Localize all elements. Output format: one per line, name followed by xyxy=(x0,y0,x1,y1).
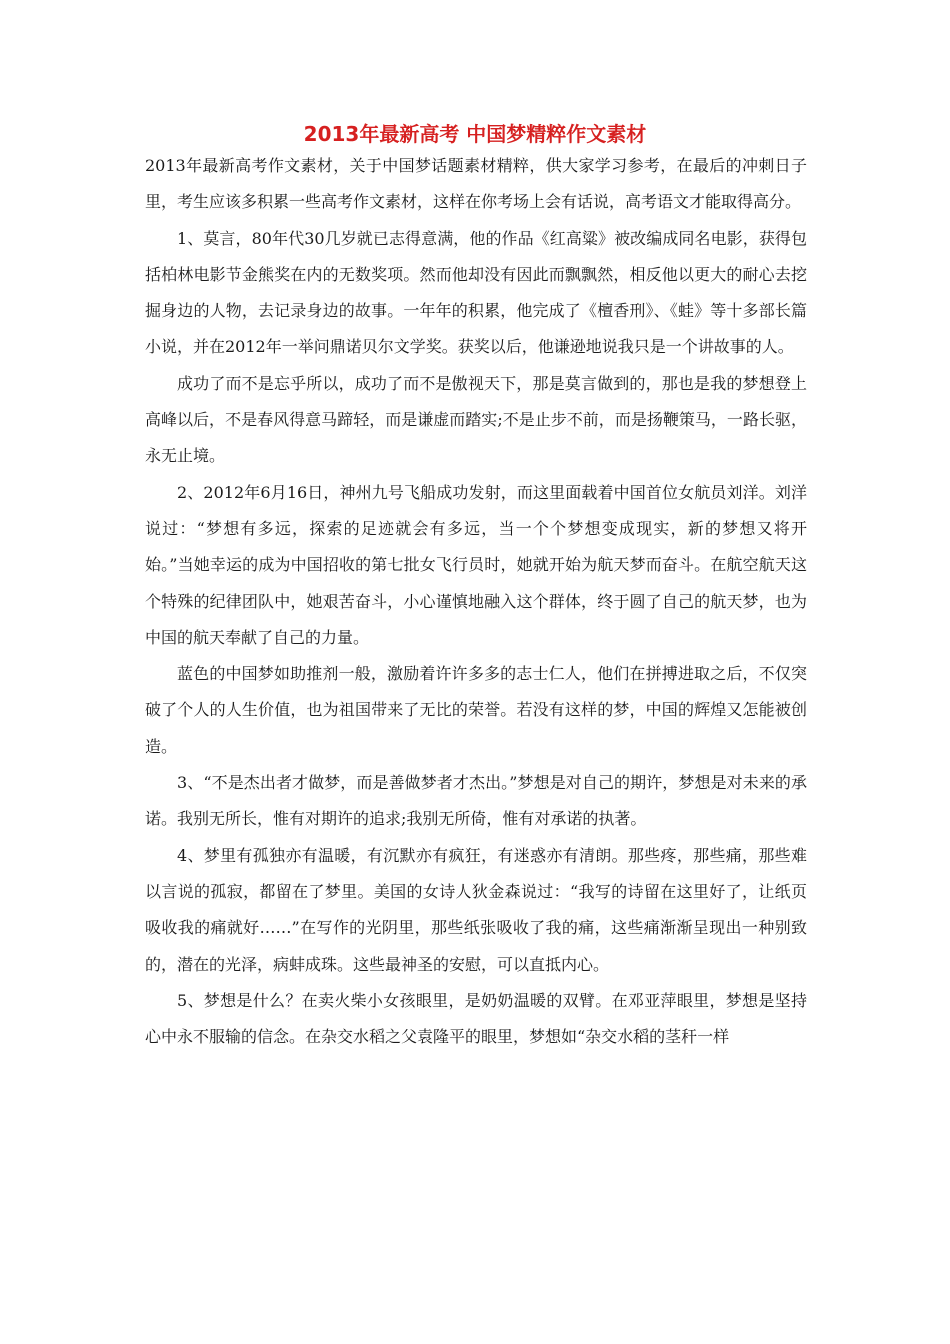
paragraph-5: 3、“不是杰出者才做梦，而是善做梦者才杰出。”梦想是对自己的期许，梦想是对未来的承诺。我别无所长，惟有对期许的追求;我别无所倚，惟有对承诺的执著。 xyxy=(145,773,807,829)
intro-paragraph: 2013年最新高考作文素材，关于中国梦话题素材精粹，供大家学习参考，在最后的冲刺日子里，考生应该多积累一些高考作文素材，这样在你考场上会有话说，高考语文才能取得高分。 xyxy=(145,156,807,212)
paragraph-1: 1、莫言，80年代30几岁就已志得意满，他的作品《红高粱》被改编成同名电影，获得包括柏林电影节金熊奖在内的无数奖项。然而他却没有因此而飘飘然，相反他以更大的耐心去挖掘身边的人物，去记录身边的故事。一年年的积累，他完成了《檀香刑》、《蛙》等十多部长篇小说，并在2012年一举问鼎诺贝尔文学奖。获奖以后，他谦逊地说我只是一个讲故事的人。 xyxy=(145,228,807,357)
paragraph-7: 5、梦想是什么？在卖火柴小女孩眼里，是奶奶温暖的双臂。在邓亚萍眼里，梦想是坚持心中永不服输的信念。在杂交水稻之父袁隆平的眼里，梦想如“杂交水稻的茎秆一样 xyxy=(145,990,807,1047)
document-title: 2013年最新高考 中国梦精粹作文素材 xyxy=(303,122,647,146)
paragraph-6: 4、梦里有孤独亦有温暖，有沉默亦有疯狂，有迷惑亦有清朗。那些疼，那些痛，那些难以言说的孤寂，都留在了梦里。美国的女诗人狄金森说过：“我写的诗留在这里好了，让纸页吸收我的痛就好……”在写作的光阴里，那些纸张吸收了我的痛，这些痛渐渐呈现出一种别致的，潜在的光泽，病蚌成珠。这些最神圣的安慰，可以直抵内心。 xyxy=(145,845,807,974)
paragraph-2: 成功了而不是忘乎所以，成功了而不是傲视天下，那是莫言做到的，那也是我的梦想登上高峰以后，不是春风得意马蹄轻，而是谦虚而踏实;不是止步不前，而是扬鞭策马，一路长驱，永无止境。 xyxy=(145,373,807,466)
paragraph-4: 蓝色的中国梦如助推剂一般，激励着许许多多的志士仁人，他们在拼搏进取之后，不仅突破了个人的人生价值，也为祖国带来了无比的荣誉。若没有这样的梦，中国的辉煌又怎能被创造。 xyxy=(145,664,807,756)
document-body xyxy=(145,148,807,1055)
paragraph-3: 2、2012年6月16日，神州九号飞船成功发射，而这里面载着中国首位女航员刘洋。刘洋说过：“梦想有多远，探索的足迹就会有多远，当一个个梦想变成现实，新的梦想又将开始。”当她幸运的成为中国招收的第七批女飞行员时，她就开始为航天梦而奋斗。在航空航天这个特殊的纪律团队中，她艰苦奋斗，小心谨慎地融入这个群体，终于圆了自己的航天梦，也为中国的航天奉献了自己的力量。 xyxy=(145,482,807,647)
